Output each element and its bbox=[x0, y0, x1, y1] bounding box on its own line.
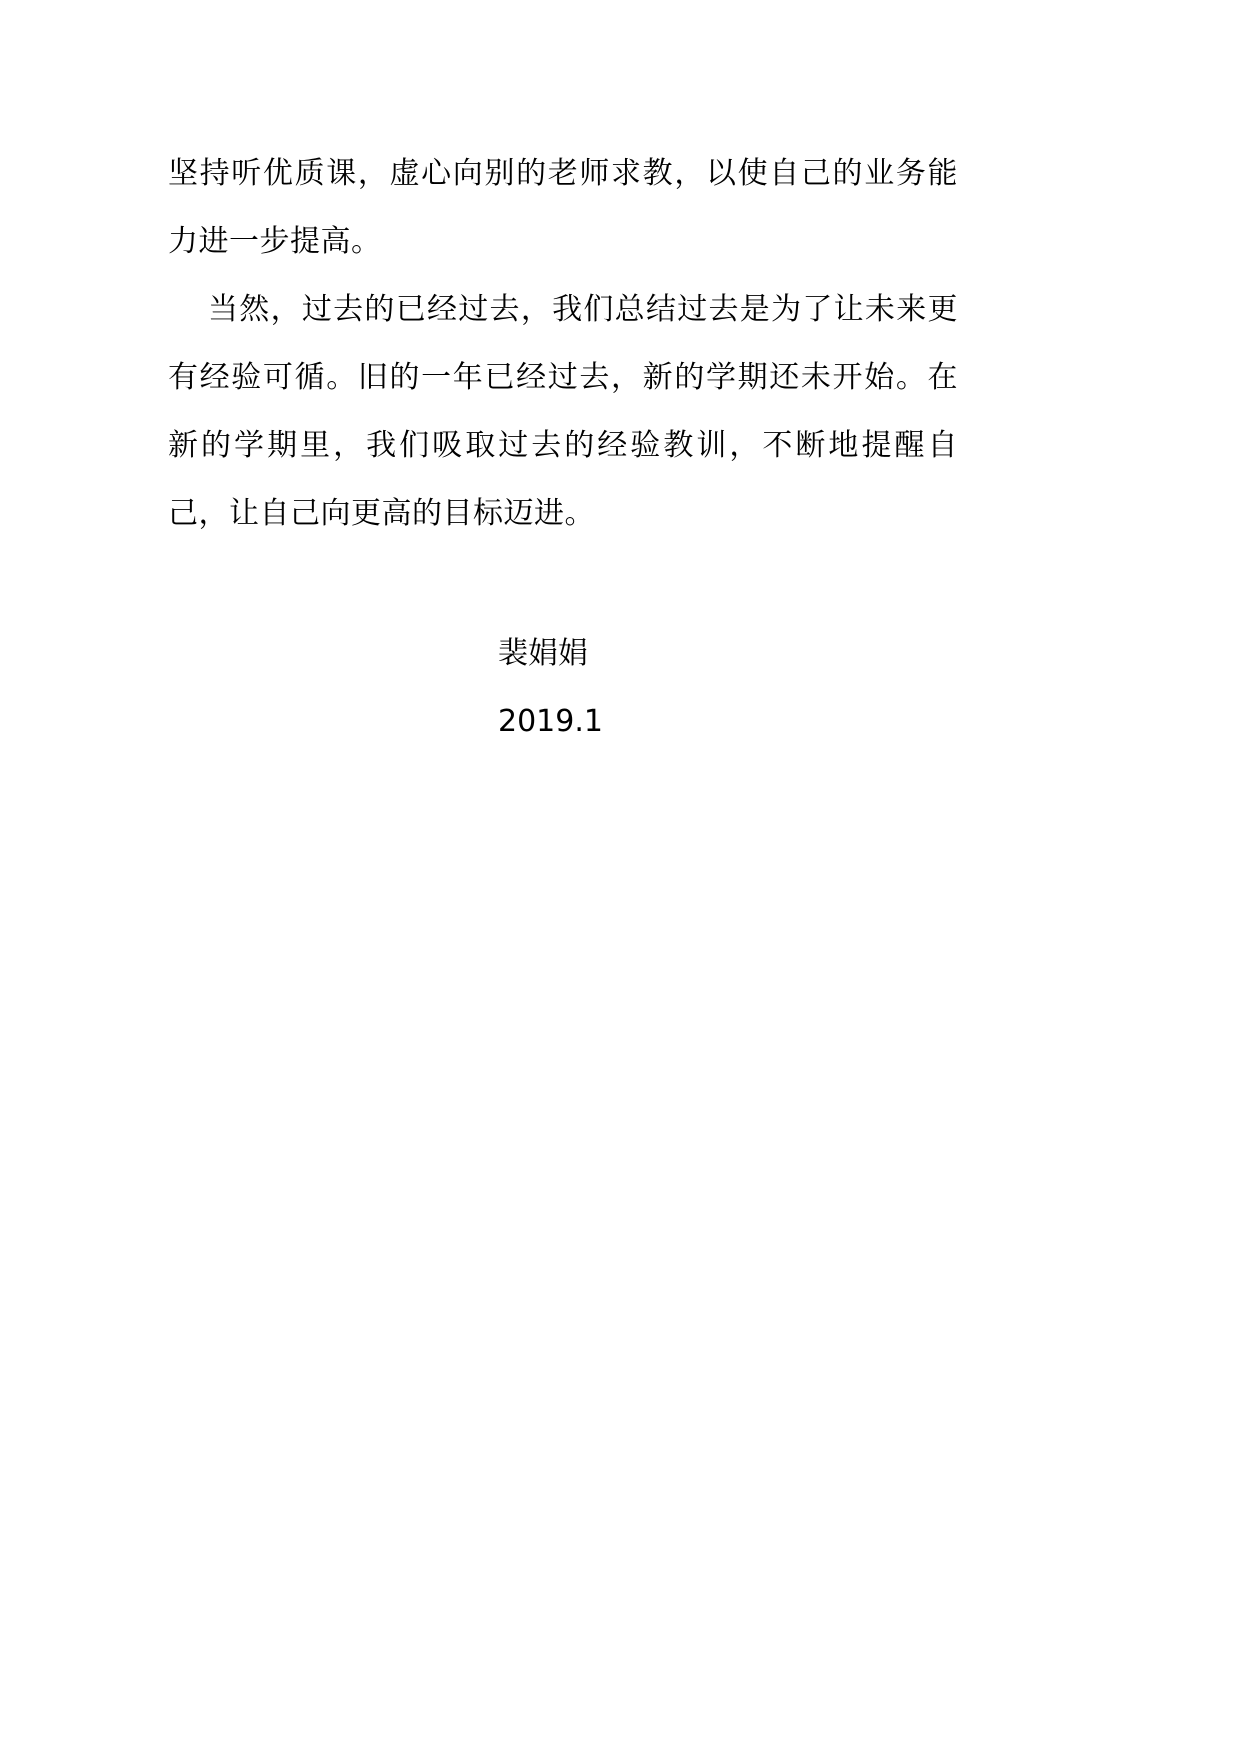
signature-date: 2019.1 bbox=[498, 704, 603, 739]
body-paragraph-1: 坚持听优质课，虚心向别的老师求教，以使自己的业务能力进一步提高。 bbox=[168, 156, 958, 259]
body-paragraph-2: 当然，过去的已经过去，我们总结过去是为了让未来更有经验可循。旧的一年已经过去，新的学期还未开始。在新的学期里，我们吸取过去的经验教训，不断地提醒自己，让自己向更高的目标迈进。 bbox=[168, 292, 958, 531]
signature-name: 裴娟娟 bbox=[498, 636, 588, 671]
document-body bbox=[168, 140, 958, 548]
signature-block bbox=[168, 620, 958, 756]
